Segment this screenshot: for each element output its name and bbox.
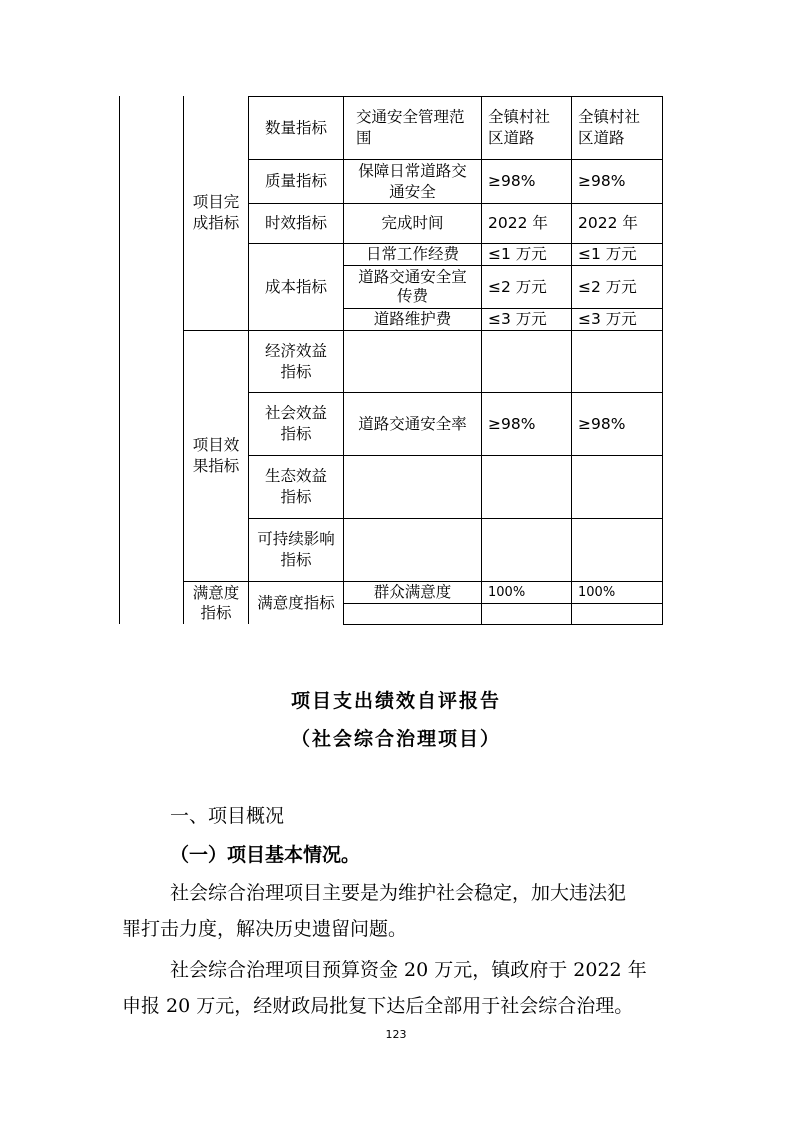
indicator-timeliness: 时效指标 [264,214,327,232]
content-cost-publicity: 道路交通安全宣 传费 [358,268,467,305]
content-cost-maintenance: 道路维护费 [373,310,452,328]
content-quantity: 交通安全管理范 围 [356,108,465,147]
group-effect-indicators: 项目效 果指标 [192,436,240,475]
indicator-economic: 经济效益 指标 [264,341,327,381]
paragraph-1-line-1: 社会综合治理项目主要是为维护社会稳定，加大违法犯 [170,882,627,904]
actual-cost-daily: ≤1 万元 [578,245,637,263]
indicator-social: 社会效益 指标 [264,404,327,443]
content-satisfaction: 群众满意度 [373,583,452,601]
target-cost-publicity: ≤2 万元 [488,277,547,296]
actual-timeliness: 2022 年 [578,214,638,232]
indicator-cost: 成本指标 [264,277,327,296]
indicator-sustainable: 可持续影响 指标 [257,530,335,569]
subsection-heading-basic-info: （一）项目基本情况。 [170,844,361,866]
report-subtitle: （社会综合治理项目） [290,728,501,750]
actual-cost-maintenance: ≤3 万元 [578,310,637,328]
report-title: 项目支出绩效自评报告 [290,690,501,712]
actual-satisfaction: 100% [578,585,616,600]
actual-quality: ≥98% [578,172,626,190]
target-satisfaction: 100% [488,585,526,600]
group-completion-indicators: 项目完 成指标 [192,193,240,232]
content-timeliness: 完成时间 [381,214,444,232]
target-quantity: 全镇村社 区道路 [488,108,551,147]
indicator-quantity: 数量指标 [264,118,327,137]
page-number: 123 [385,1028,407,1041]
target-cost-daily: ≤1 万元 [488,245,547,263]
paragraph-2-line-1: 社会综合治理项目预算资金 20 万元，镇政府于 2022 年 [170,959,647,981]
paragraph-2-line-2: 申报 20 万元，经财政局批复下达后全部用于社会综合治理。 [122,995,634,1017]
section-heading-overview: 一、项目概况 [170,805,285,827]
actual-cost-publicity: ≤2 万元 [578,277,637,296]
target-cost-maintenance: ≤3 万元 [488,310,547,328]
indicator-quality: 质量指标 [264,172,327,190]
target-timeliness: 2022 年 [488,214,548,232]
indicator-satisfaction: 满意度指标 [257,593,335,612]
content-quality: 保障日常道路交 通安全 [358,161,467,201]
target-social: ≥98% [488,414,536,433]
paragraph-1-line-2: 罪打击力度，解决历史遗留问题。 [122,918,408,940]
content-social: 道路交通安全率 [358,414,467,433]
indicator-ecological: 生态效益 指标 [264,467,327,506]
actual-social: ≥98% [578,414,626,433]
target-quality: ≥98% [488,172,536,190]
content-cost-daily: 日常工作经费 [365,245,459,263]
group-satisfaction-indicators: 满意度 指标 [192,584,240,622]
actual-quantity: 全镇村社 区道路 [578,108,641,147]
